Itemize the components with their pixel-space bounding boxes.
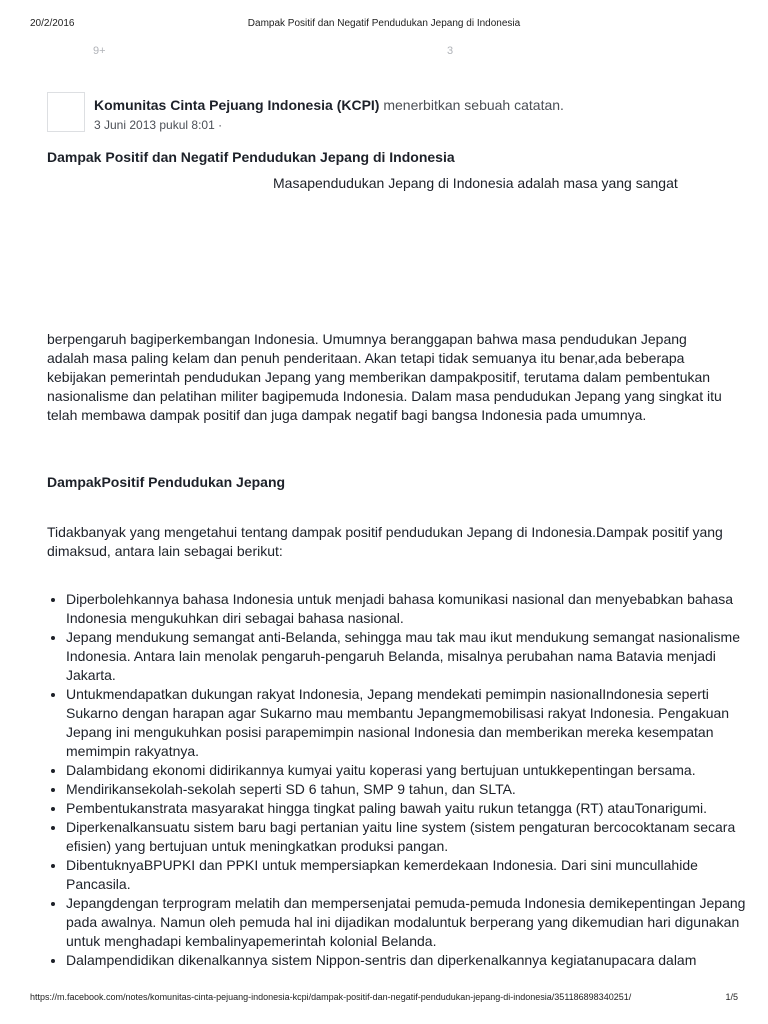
list-item: • Diperkenalkansuatu sistem baru bagi pertanian yaitu line system (sistem pengaturan bercocoktanam secara efisien) yang bertujuan untuk meningkatkan produksi pangan. (66, 818, 756, 856)
note-first-line: Masapendudukan Jepang di Indonesia adalah masa yang sangat (273, 175, 678, 191)
list-item: • DibentuknyaBPUPKI dan PPKI untuk mempersiapkan kemerdekaan Indonesia. Dari sini muncullahide Pancasila. (66, 856, 756, 894)
list-item: • Pembentukanstrata masyarakat hingga tingkat paling bawah yaitu rukun tetangga (RT) atauTonarigumi. (66, 799, 756, 818)
reaction-count-left[interactable]: 9+ (93, 45, 106, 57)
list-item: • Untukmendapatkan dukungan rakyat Indonesia, Jepang mendekati pemimpin nasionalIndonesia seperti Sukarno dengan harapan agar Sukarno mau membantu Jepangmemobilisasi rakyat Indonesia. Pengakuan Jepang ini mengukuhkan posisi parapemimpin nasional Indonesia dan memberikan mereka kesempatan memimpin rakyatnya. (66, 685, 756, 761)
post-header (94, 96, 564, 114)
note-title: Dampak Positif dan Negatif Pendudukan Jepang di Indonesia (47, 149, 455, 165)
page-url: https://m.facebook.com/notes/komunitas-cinta-pejuang-indonesia-kcpi/dampak-positif-dan-negatif-pendudukan-jepang-di-indonesia/351186898340251/ (30, 992, 632, 1002)
print-title: Dampak Positif dan Negatif Pendudukan Jepang di Indonesia (247, 18, 521, 29)
print-header (30, 18, 738, 32)
reaction-count-right[interactable]: 3 (447, 45, 454, 57)
list-item: • Diperbolehkannya bahasa Indonesia untuk menjadi bahasa komunikasi nasional dan menyebabkan bahasa Indonesia mengukuhkan diri sebagai bahasa nasional. (66, 590, 756, 628)
list-item: • Mendirikansekolah-sekolah seperti SD 6 tahun, SMP 9 tahun, dan SLTA. (66, 780, 756, 799)
list-item: • Jepangdengan terprogram melatih dan mempersenjatai pemuda-pemuda Indonesia demikepentingan Jepang pada awalnya. Namun oleh pemuda hal ini dijadikan modaluntuk berperang yang dikemudian hari digunakan untuk menghadapi kembalinyapemerintah kolonial Belanda. (66, 894, 756, 951)
list-item: • Jepang mendukung semangat anti-Belanda, sehingga mau tak mau ikut mendukung semangat nasionalisme Indonesia. Antara lain menolak pengaruh-pengaruh Belanda, misalnya perubahan nama Batavia menjadi Jakarta. (66, 628, 756, 685)
print-footer (30, 992, 738, 1004)
note-paragraph: Tidakbanyak yang mengetahui tentang dampak positif pendudukan Jepang di Indonesia.Dampak positif yang dimaksud, antara lain sebagai berikut: (47, 524, 723, 559)
section-heading: DampakPositif Pendudukan Jepang (47, 474, 286, 490)
note-paragraph: berpengaruh bagiperkembangan Indonesia. Umumnya beranggapan bahwa masa pendudukan Jepang adalah masa paling kelam dan penuh penderitaan. Akan tetapi tidak semuanya itu benar,ada beberapa kebijakan pemerintah pendudukan Jepang yang memberikan dampakpositif, terutama dalam pembentukan nasionalisme dan pelatihan militer bagipemuda Indonesia. Dalam masa pendudukan Jepang yang singkat itu telah membawa dampak positif dan juga dampak negatif bagi bangsa Indonesia pada umumnya. (47, 331, 722, 423)
page-number: 1/5 (725, 992, 738, 1002)
avatar[interactable] (47, 92, 85, 132)
post-timestamp[interactable]: 3 Juni 2013 pukul 8:01 · (94, 118, 223, 132)
list-item: • Dalambidang ekonomi didirikannya kumyai yaitu koperasi yang bertujuan untukkepentingan bersama. (66, 761, 756, 780)
list-item: • Dalampendidikan dikenalkannya sistem Nippon-sentris dan diperkenalkannya kegiatanupacara dalam (66, 951, 756, 970)
post-action-text: menerbitkan sebuah catatan. (379, 97, 564, 113)
print-date: 20/2/2016 (30, 18, 75, 29)
impact-list (47, 590, 756, 970)
author-link[interactable]: Komunitas Cinta Pejuang Indonesia (KCPI) (94, 97, 380, 113)
